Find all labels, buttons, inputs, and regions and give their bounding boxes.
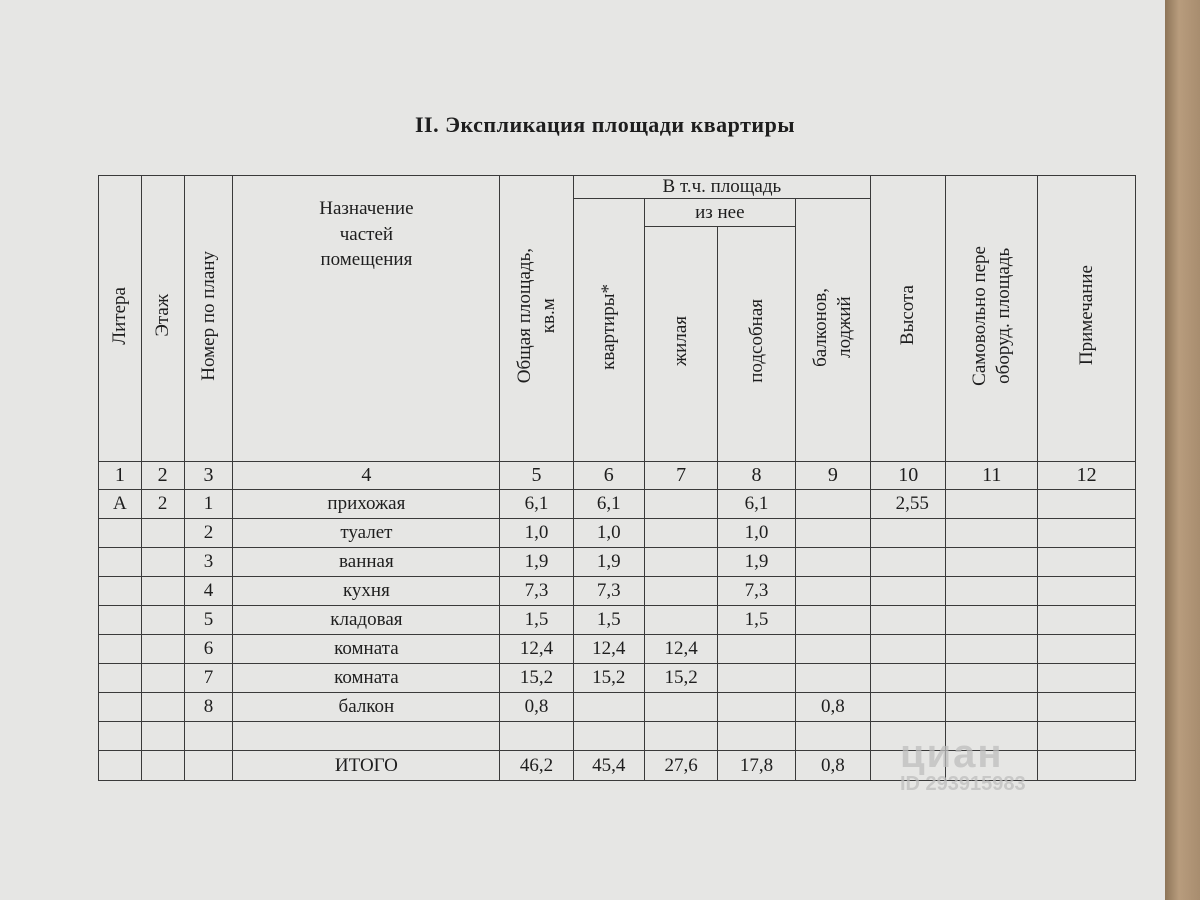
header-row — [99, 176, 1136, 199]
table-cell: 1,9 — [500, 548, 573, 577]
total-cell: 46,2 — [500, 751, 573, 781]
column-numbers-row — [99, 462, 1136, 490]
table-cell — [99, 664, 142, 693]
header-balkonov: балконов, лоджий — [795, 199, 870, 462]
header-kvartiry: квартиры* — [573, 199, 644, 462]
table-cell — [141, 577, 184, 606]
total-cell: 45,4 — [573, 751, 644, 781]
table-cell: балкон — [233, 693, 500, 722]
table-cell — [573, 722, 644, 751]
column-number-cell: 2 — [141, 462, 184, 490]
table-cell: А — [99, 490, 142, 519]
table-cell — [718, 635, 795, 664]
table-cell — [946, 606, 1038, 635]
table-cell — [233, 722, 500, 751]
total-cell: 17,8 — [718, 751, 795, 781]
table-cell: 2 — [141, 490, 184, 519]
header-iz-nee: из нее — [644, 199, 795, 227]
column-number-cell: 4 — [233, 462, 500, 490]
table-cell — [946, 635, 1038, 664]
table-cell — [871, 664, 946, 693]
table-cell: 1,0 — [500, 519, 573, 548]
table-cell: 15,2 — [573, 664, 644, 693]
table-cell: 7 — [184, 664, 233, 693]
table-cell — [141, 635, 184, 664]
header-naznachenie: Назначение частей помещения — [233, 176, 500, 462]
header-zhilaya: жилая — [644, 227, 717, 462]
header-samovolno: Самовольно пере оборуд. площадь — [946, 176, 1038, 462]
column-number-cell: 1 — [99, 462, 142, 490]
table-cell: туалет — [233, 519, 500, 548]
table-body — [99, 490, 1136, 751]
table-cell — [718, 664, 795, 693]
asterisk-mark: * — [597, 284, 619, 294]
total-cell — [184, 751, 233, 781]
table-cell: 1 — [184, 490, 233, 519]
table-cell: 12,4 — [500, 635, 573, 664]
table-cell — [718, 693, 795, 722]
table-row — [99, 548, 1136, 577]
table-cell: 8 — [184, 693, 233, 722]
table-cell: 1,9 — [718, 548, 795, 577]
total-cell — [99, 751, 142, 781]
table-row — [99, 490, 1136, 519]
table-row — [99, 577, 1136, 606]
table-row — [99, 635, 1136, 664]
table-cell — [946, 519, 1038, 548]
table-cell — [141, 693, 184, 722]
table-cell: 3 — [184, 548, 233, 577]
table-cell — [795, 722, 870, 751]
header-podsobnaya: подсобная — [718, 227, 795, 462]
table-cell — [644, 693, 717, 722]
table-cell — [946, 490, 1038, 519]
table-cell — [644, 519, 717, 548]
table-cell: 7,3 — [718, 577, 795, 606]
table-cell — [871, 548, 946, 577]
table-cell — [795, 548, 870, 577]
header-obshaya: Общая площадь, кв.м — [500, 176, 573, 462]
table-cell — [141, 664, 184, 693]
table-surface — [1165, 0, 1200, 900]
table-cell — [871, 519, 946, 548]
total-cell: 0,8 — [795, 751, 870, 781]
table-cell — [718, 722, 795, 751]
cian-watermark — [900, 732, 1026, 796]
table-cell: 5 — [184, 606, 233, 635]
table-cell: комната — [233, 664, 500, 693]
table-cell — [99, 693, 142, 722]
table-cell — [141, 548, 184, 577]
table-cell — [644, 722, 717, 751]
table-row — [99, 664, 1136, 693]
table-cell — [99, 722, 142, 751]
table-cell: 15,2 — [644, 664, 717, 693]
table-cell: 6,1 — [500, 490, 573, 519]
table-cell: 1,5 — [718, 606, 795, 635]
document-title: II. Экспликация площади квартиры — [414, 112, 796, 137]
table-cell — [795, 635, 870, 664]
header-v-tch: В т.ч. площадь — [573, 176, 870, 199]
total-label: ИТОГО — [233, 751, 500, 781]
table-cell: 6,1 — [573, 490, 644, 519]
header-primechanie: Примечание — [1038, 176, 1136, 462]
table-cell — [644, 577, 717, 606]
table-cell: 1,0 — [718, 519, 795, 548]
table-row — [99, 519, 1136, 548]
table-cell — [871, 693, 946, 722]
table-cell — [1038, 577, 1136, 606]
column-number-cell: 11 — [946, 462, 1038, 490]
column-number-cell: 7 — [644, 462, 717, 490]
table-cell — [99, 548, 142, 577]
table-cell — [1038, 519, 1136, 548]
table-row — [99, 693, 1136, 722]
table-cell — [500, 722, 573, 751]
table-cell — [1038, 693, 1136, 722]
table-cell: 7,3 — [500, 577, 573, 606]
table-cell: 1,0 — [573, 519, 644, 548]
table-cell: 1,5 — [573, 606, 644, 635]
table-cell — [871, 606, 946, 635]
table-cell — [946, 693, 1038, 722]
table-cell: 2,55 — [871, 490, 946, 519]
table-cell: 7,3 — [573, 577, 644, 606]
table-row — [99, 606, 1136, 635]
header-vysota: Высота — [871, 176, 946, 462]
table-cell: 0,8 — [795, 693, 870, 722]
table-cell: комната — [233, 635, 500, 664]
table-cell — [644, 606, 717, 635]
table-cell — [141, 519, 184, 548]
column-number-cell: 6 — [573, 462, 644, 490]
table-cell — [946, 548, 1038, 577]
watermark-id: ID 293915983 — [900, 773, 1026, 795]
table-cell — [871, 577, 946, 606]
column-number-cell: 12 — [1038, 462, 1136, 490]
table-cell: 1,5 — [500, 606, 573, 635]
table-cell — [573, 693, 644, 722]
table-cell — [795, 606, 870, 635]
table-cell — [99, 519, 142, 548]
table-cell — [644, 548, 717, 577]
table-cell: 6 — [184, 635, 233, 664]
table-cell: кухня — [233, 577, 500, 606]
table-cell: 4 — [184, 577, 233, 606]
table-cell — [795, 490, 870, 519]
table-cell — [141, 606, 184, 635]
header-litera: Литера — [99, 176, 142, 462]
table-cell — [99, 606, 142, 635]
column-number-cell: 9 — [795, 462, 870, 490]
table-cell — [795, 519, 870, 548]
table-cell — [1038, 490, 1136, 519]
total-cell: 27,6 — [644, 751, 717, 781]
column-number-cell: 5 — [500, 462, 573, 490]
header-etazh: Этаж — [141, 176, 184, 462]
table-cell: ванная — [233, 548, 500, 577]
table-cell — [184, 722, 233, 751]
column-number-cell: 8 — [718, 462, 795, 490]
table-cell: 15,2 — [500, 664, 573, 693]
table-cell — [1038, 635, 1136, 664]
table-cell — [141, 722, 184, 751]
header-nomer: Номер по плану — [184, 176, 233, 462]
table-cell: 2 — [184, 519, 233, 548]
table-cell — [1038, 664, 1136, 693]
table-cell — [99, 635, 142, 664]
explication-table — [98, 175, 1136, 781]
total-cell — [1038, 751, 1136, 781]
table-cell — [871, 635, 946, 664]
table-cell — [644, 490, 717, 519]
table-cell: 0,8 — [500, 693, 573, 722]
table-cell — [1038, 548, 1136, 577]
table-cell — [946, 577, 1038, 606]
column-number-cell: 3 — [184, 462, 233, 490]
table-cell — [1038, 722, 1136, 751]
table-cell — [99, 577, 142, 606]
table-cell — [946, 664, 1038, 693]
table-cell: прихожая — [233, 490, 500, 519]
table-cell — [795, 577, 870, 606]
table-cell: 1,9 — [573, 548, 644, 577]
table-cell: 12,4 — [644, 635, 717, 664]
table-cell: кладовая — [233, 606, 500, 635]
table-cell: 12,4 — [573, 635, 644, 664]
total-cell — [141, 751, 184, 781]
table-cell — [795, 664, 870, 693]
watermark-logo: циан — [900, 732, 1004, 776]
table-cell: 6,1 — [718, 490, 795, 519]
table-cell — [1038, 606, 1136, 635]
column-number-cell: 10 — [871, 462, 946, 490]
